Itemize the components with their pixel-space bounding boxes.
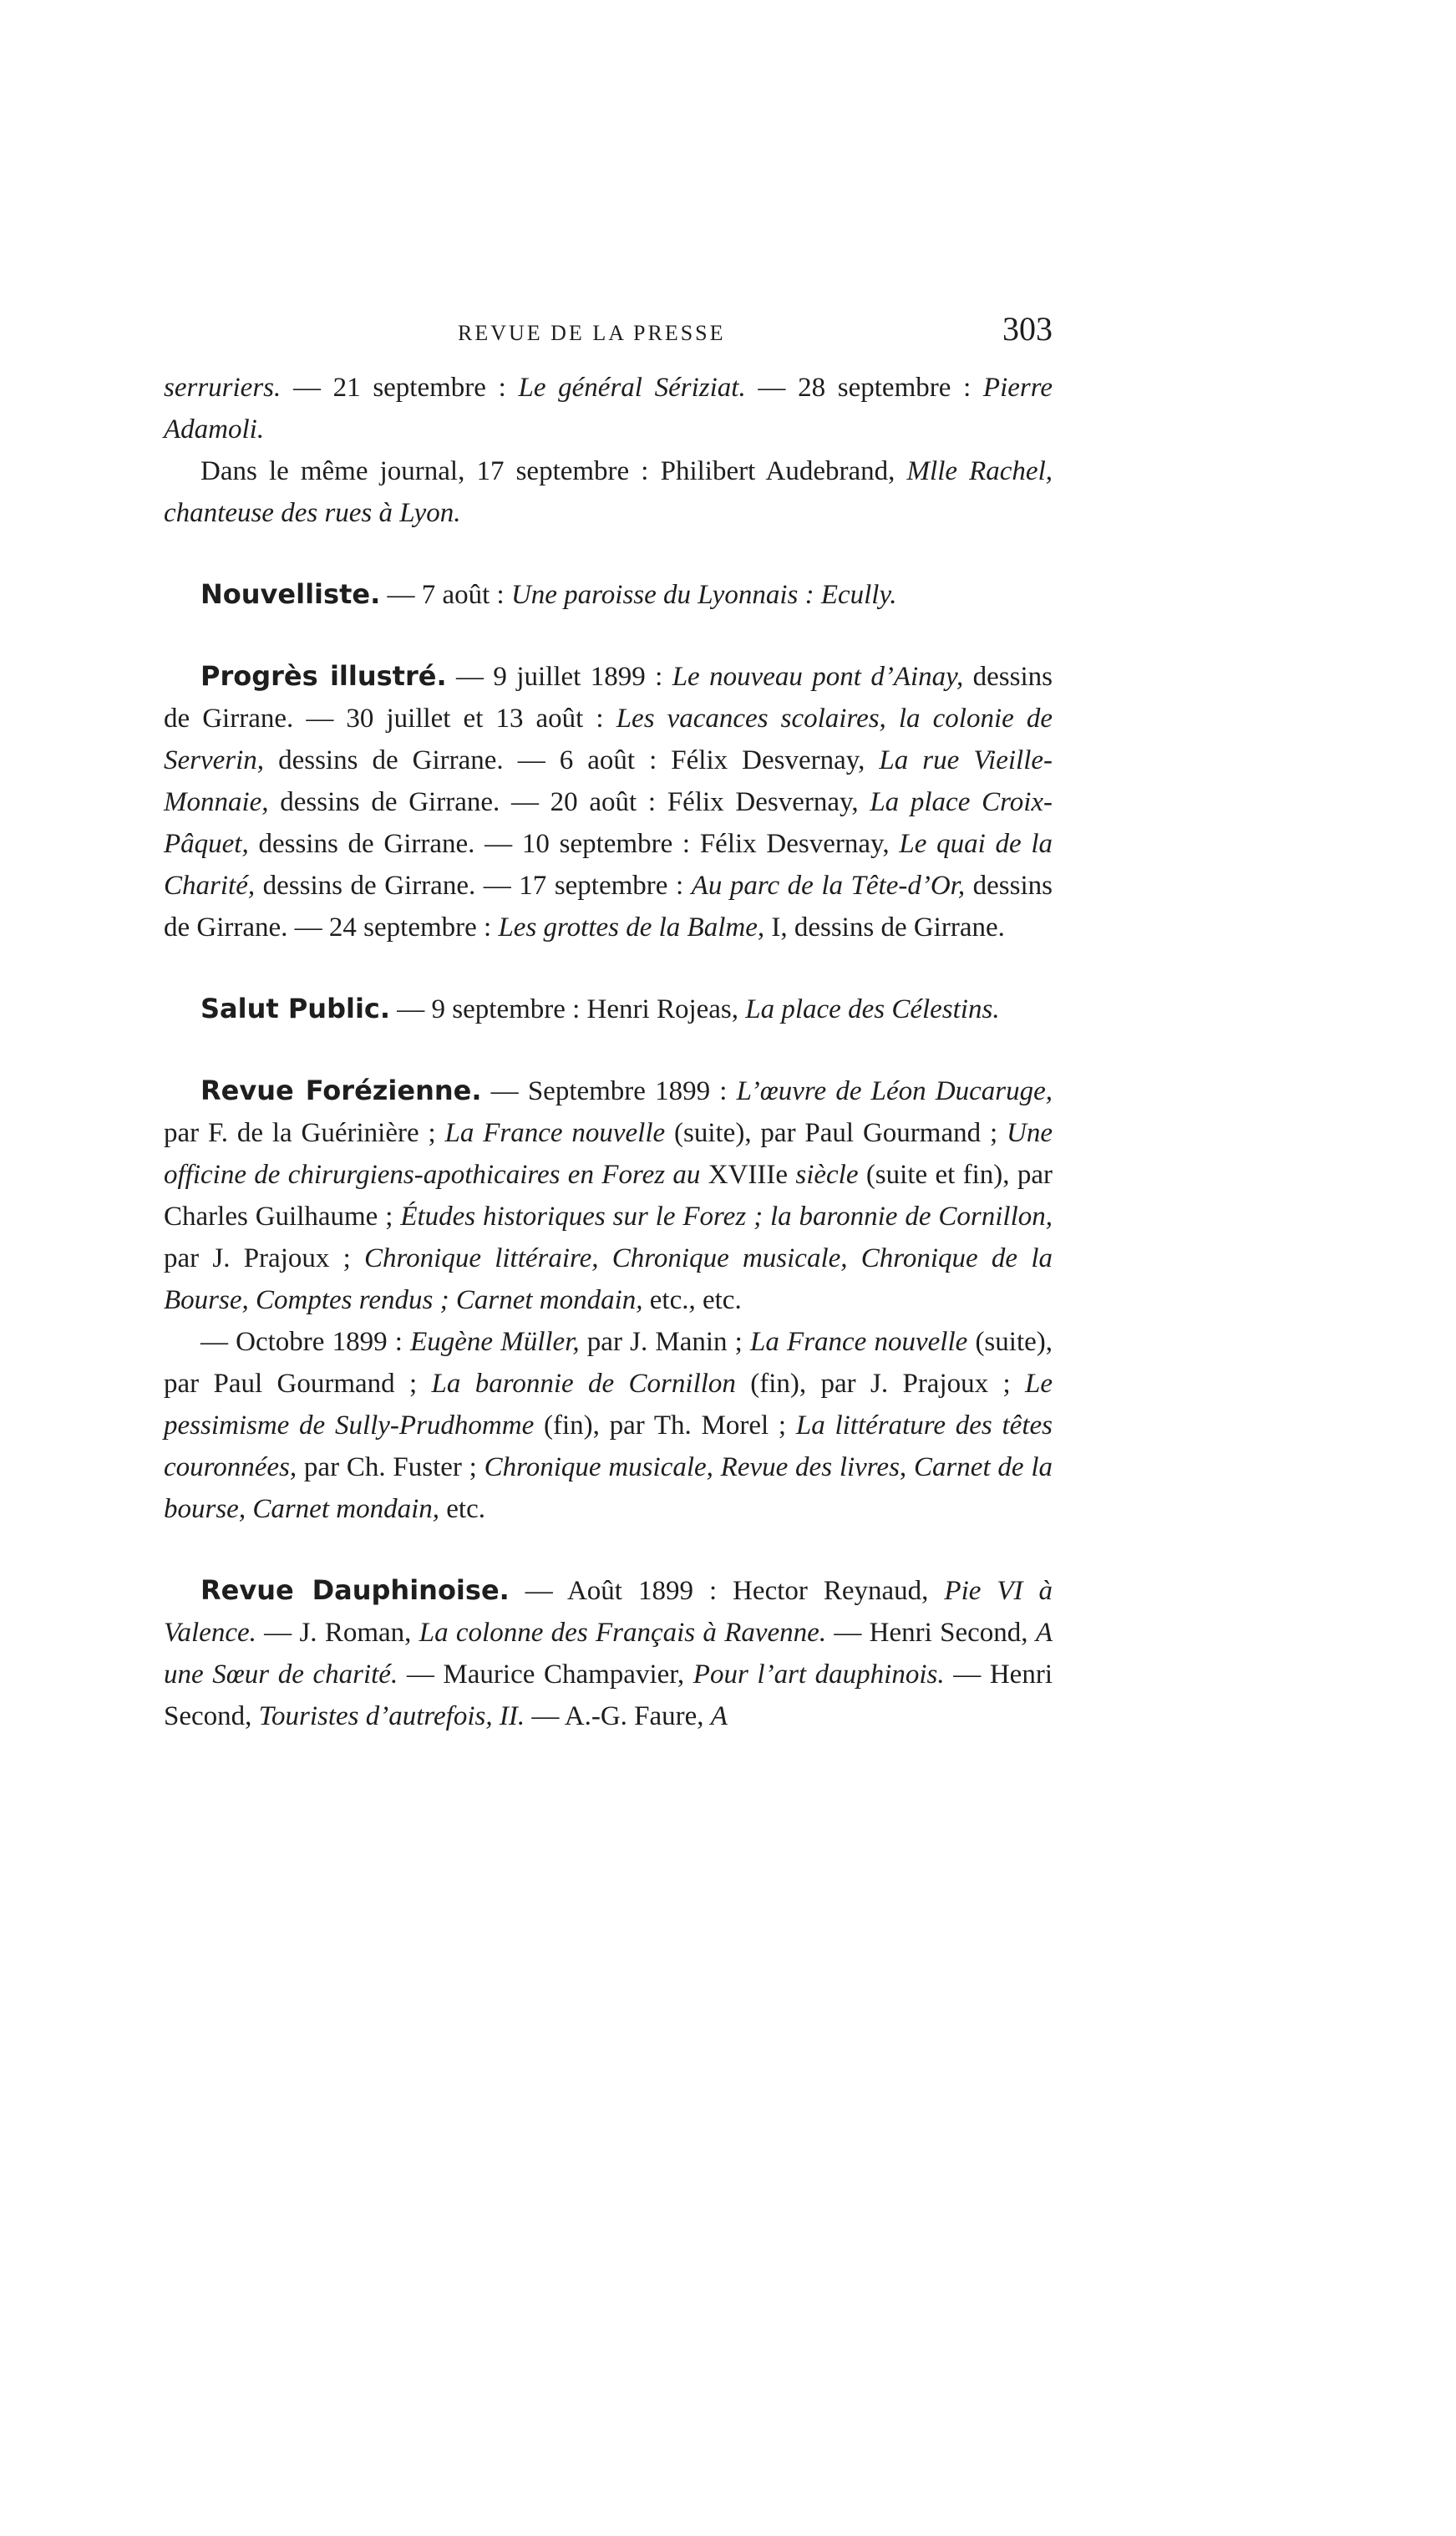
text: — Septembre 1899 : <box>481 1076 737 1106</box>
text: dessins de Girrane. — 24 septembre : <box>164 871 1053 943</box>
text: — A.-G. Faure, <box>525 1701 711 1731</box>
entry-revue-forezienne <box>164 1070 1053 1530</box>
text: — Août 1899 : Hector Reynaud, <box>509 1576 945 1606</box>
text: (fin), par J. Prajoux ; <box>735 1369 1026 1399</box>
text: — 28 septembre : <box>745 373 983 403</box>
text: par Ch. Fuster ; <box>297 1452 484 1482</box>
title-italic: Le pessimisme de Sully-Prudhomme <box>164 1369 1053 1441</box>
text: XVIIIe <box>700 1160 796 1190</box>
entry-heading: Revue Dauphinoise. <box>200 1574 510 1606</box>
text: dessins de Girrane. — 30 juillet et 13 août : <box>164 662 1053 734</box>
text: — 7 août : <box>380 580 511 610</box>
title-italic: La littérature des têtes couronnées, <box>164 1410 1053 1482</box>
title-italic: La colonne des Français à Ravenne. <box>419 1618 827 1648</box>
title-italic: Les grottes de la Balme, <box>498 912 765 943</box>
text: par F. de la Guérinière ; <box>164 1118 445 1148</box>
title-italic: Touristes d’autrefois, II. <box>258 1701 525 1731</box>
text: — 9 septembre : Henri Rojeas, <box>390 994 746 1024</box>
paragraph <box>164 1569 1053 1737</box>
title-italic: L’œuvre de Léon Ducaruge, <box>736 1076 1053 1106</box>
text: dessins de Girrane. — 6 août : Félix Desvernay, <box>264 745 880 775</box>
entry-heading: Progrès illustré. <box>200 660 447 692</box>
title-italic: Études historiques sur le Forez ; la baronnie de Cornillon, <box>400 1202 1053 1232</box>
title-italic: La place des Célestins. <box>745 994 1000 1024</box>
text: (suite et fin), par Charles Guilhaume ; <box>164 1160 1053 1232</box>
text: etc., etc. <box>642 1285 742 1315</box>
title-italic: La baronnie de Cornillon <box>431 1369 736 1399</box>
text: (suite), par Paul Gourmand ; <box>164 1327 1053 1399</box>
paragraph <box>164 367 1053 450</box>
text: — J. Roman, <box>256 1618 419 1648</box>
title-italic: Pour l’art dauphinois. <box>692 1659 945 1690</box>
title-italic: A une Sœur de charité. <box>164 1618 1053 1690</box>
title-italic: La France nouvelle <box>750 1327 968 1357</box>
text: I, dessins de Girrane. <box>764 912 1005 943</box>
paragraph <box>164 988 1053 1030</box>
title-italic: serruriers. <box>164 373 282 403</box>
title-italic: Eugène Müller, <box>410 1327 580 1357</box>
text: dessins de Girrane. — 10 septembre : Félix Desvernay, <box>248 829 900 859</box>
title-italic: Le nouveau pont d’Ainay, <box>672 662 964 692</box>
title-italic: Une officine de chirurgiens-apothicaires en Forez au <box>164 1118 1053 1190</box>
title-italic: Mlle Rachel, chanteuse des rues à Lyon. <box>164 456 1053 528</box>
title-italic: La rue Vieille-Monnaie, <box>164 745 1053 817</box>
text: (suite), par Paul Gourmand ; <box>665 1118 1007 1148</box>
entry-heading: Revue Forézienne. <box>200 1075 482 1106</box>
title-italic: La France nouvelle <box>444 1118 666 1148</box>
text: — Henri Second, <box>164 1659 1053 1731</box>
entry-revue-dauphinoise <box>164 1569 1053 1737</box>
entry-heading: Salut Public. <box>200 993 391 1024</box>
title-italic: siècle <box>795 1160 859 1190</box>
text: (fin), par Th. Morel ; <box>534 1410 796 1441</box>
entry-progres-illustre <box>164 655 1053 948</box>
text: — 9 juillet 1899 : <box>446 662 672 692</box>
text: Dans le même journal, 17 septembre : Philibert Audebrand, <box>200 456 907 486</box>
running-head <box>164 309 1053 359</box>
text: — Maurice Champavier, <box>398 1659 693 1690</box>
paragraph <box>164 573 1053 616</box>
paragraph <box>164 655 1053 948</box>
text: par J. Prajoux ; <box>164 1243 365 1273</box>
continued-entry <box>164 367 1053 534</box>
title-italic: Chronique littéraire, Chronique musicale, Chronique de la Bourse, Comptes rendus ; Carnet mondain, <box>164 1243 1053 1315</box>
text: par J. Manin ; <box>579 1327 751 1357</box>
entry-heading: Nouvelliste. <box>200 578 381 610</box>
title-italic: Chronique musicale, Revue des livres, Carnet de la bourse, Carnet mondain, <box>164 1452 1053 1524</box>
title-italic: Une paroisse du Lyonnais : Ecully. <box>510 580 897 610</box>
running-title: REVUE DE LA PRESSE <box>458 321 726 345</box>
text: dessins de Girrane. — 20 août : Félix Desvernay, <box>268 787 870 817</box>
title-italic: Pierre Adamoli. <box>164 373 1053 445</box>
title-italic: Les vacances scolaires, la colonie de Serverin, <box>164 704 1053 775</box>
paragraph <box>164 1070 1053 1321</box>
text: — Henri Second, <box>826 1618 1036 1648</box>
text: dessins de Girrane. — 17 septembre : <box>255 871 692 901</box>
paragraph <box>164 450 1053 534</box>
page-body <box>164 367 1053 1737</box>
title-italic: Le quai de la Charité, <box>164 829 1053 901</box>
title-italic: Le général Sériziat. <box>518 373 746 403</box>
title-italic: Au parc de la Tête-d’Or, <box>691 871 966 901</box>
entry-nouvelliste <box>164 573 1053 616</box>
book-page <box>164 309 1053 1737</box>
paragraph <box>164 1321 1053 1530</box>
page-number: 303 <box>1002 310 1053 348</box>
title-italic: Pie VI à Valence. <box>164 1576 1053 1648</box>
text: — Octobre 1899 : <box>200 1327 411 1357</box>
text: etc. <box>439 1494 485 1524</box>
title-italic: A <box>710 1701 728 1731</box>
title-italic: La place Croix-Pâquet, <box>164 787 1053 859</box>
entry-salut-public <box>164 988 1053 1030</box>
text: — 21 septembre : <box>281 373 519 403</box>
